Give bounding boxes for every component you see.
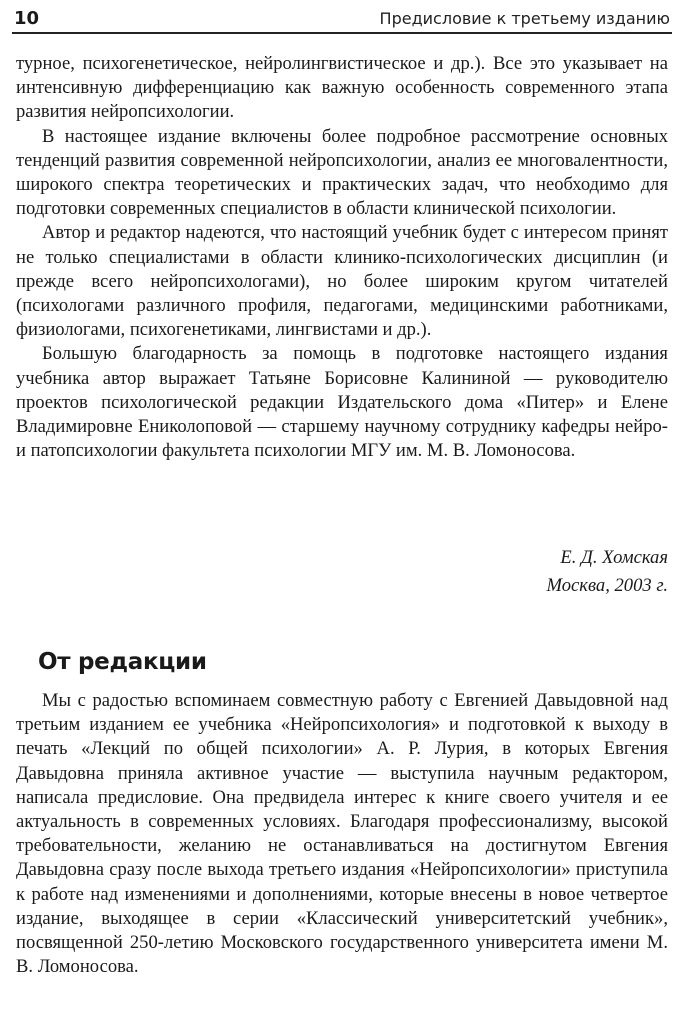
page-number: 10 (14, 8, 40, 29)
preface-paragraph-2: В настоящее издание включены более подробное рассмотрение основных тенденций развития современной нейропсихологии, анализ ее многовалентности, широкого спектра теоретических и практических задач, что необходимо для подготовки современных специалистов в области клинической психологии. (16, 125, 668, 220)
chapter-title: Предисловие к третьему изданию (379, 9, 670, 28)
preface-paragraph-3: Автор и редактор надеются, что настоящий учебник будет с интересом принят не только специалистами в области клинико-психологических дисциплин (и прежде всего нейропсихологами), но более широким кругом читателей (психологами различного профиля, педагогами, медицинскими работниками, физиологами, психогенетиками, лингвистами и др.). (16, 222, 668, 341)
editorial-text (16, 689, 668, 979)
signature-place-date: Москва, 2003 г. (546, 575, 668, 596)
editorial-paragraph: Мы с радостью вспоминаем совместную работу с Евгенией Давыдовной над третьим изданием ее учебника «Нейропсихология» и подготовкой к выходу в печать «Лекций по общей психологии» А. Р. Лурия, в которых Евгения Давыдовна приняла активное участие — выступила научным редактором, написала предисловие. Она предвидела интерес к книге своего учителя и ее актуальность в современных условиях. Благодаря профессионализму, высокой требовательности, желанию не останавливаться на достигнутом Евгения Давыдовна сразу после выхода третьего издания «Нейропсихологии» приступила к работе над изменениями и дополнениями, которые внесены в новое четвертое издание, выходящее в серии «Классический университетский учебник», посвященной 250-летию Московского государственного университета имени М. В. Ломоносова. (16, 690, 668, 978)
editorial-heading: От редакции (38, 649, 207, 675)
preface-paragraph-4: Большую благодарность за помощь в подготовке настоящего издания учебника автор выражает Татьяне Борисовне Калининой — руководителю проектов психологической редакции Издательского дома «Питер» и Елене Владимировне Ениколоповой — старшему научному сотруднику кафедры нейро- и патопсихологии факультета психологии МГУ им. М. В. Ломоносова. (16, 343, 668, 462)
signature-author: Е. Д. Хомская (560, 547, 668, 568)
preface-paragraph-1: турное, психогенетическое, нейролингвистическое и др.). Все это указывает на интенсивную дифференциацию как важную особенность современного этапа развития нейропсихологии. (16, 53, 668, 123)
preface-text (16, 52, 668, 463)
running-header (12, 6, 672, 34)
